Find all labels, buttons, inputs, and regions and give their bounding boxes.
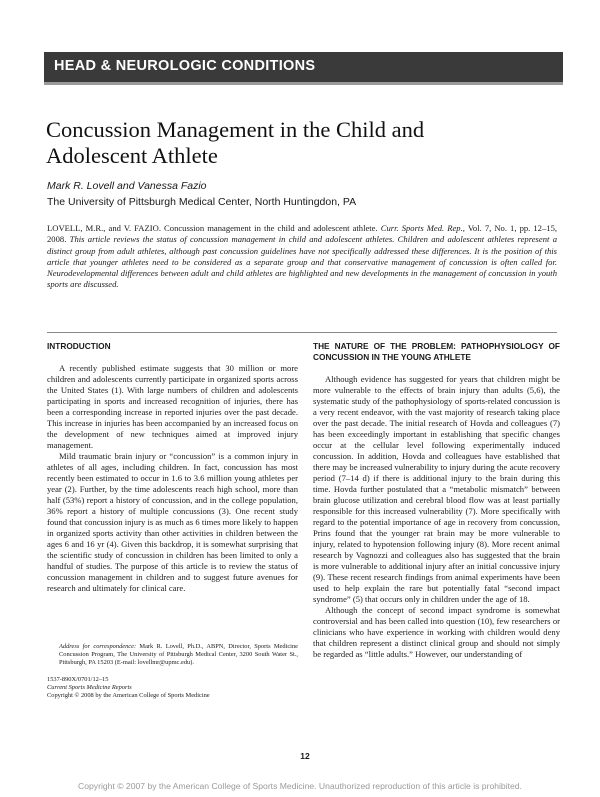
abstract-divider — [47, 332, 557, 333]
abstract-journal: Curr. Sports Med. Rep. — [380, 223, 463, 233]
issn: 1537-890X/0701/12–15 — [47, 675, 109, 683]
correspondence-text: Mark R. Lovell, Ph.D., ABPN, Director, Sports Medicine Concussion Program, The University of Pittsburgh Medical Center, 3200 South Water St., Pittsburgh, PA 15203 (E-mail: lovellmr@upmc.edu). — [59, 643, 298, 667]
footnote — [47, 643, 298, 700]
right-column — [313, 341, 560, 660]
article-title — [46, 117, 546, 169]
journal-name: Current Sports Medicine Reports — [47, 683, 132, 691]
correspondence-label: Address for correspondence: — [59, 643, 137, 650]
paragraph: Although the concept of second impact syndrome is somewhat controversial and has been called into question (10), few researchers or clinicians who have experience in working with children would deny that children represent a distinct clinical group and should not simply be regarded as “little adults.” However, our understanding of — [313, 605, 560, 659]
abstract-body: This article reviews the status of concussion management in child and adolescent athletes. Children and adolescent athletes represent a distinct group from adult athletes, although past concussion guidelines have not specifically addressed these differences. It is the position of this article that younger athletes need to be considered as a separate group and that conservative management of concussion is often called for. Neurodevelopmental differences between adult and child athletes are highlighted and new developments in the management of concussion in youth sports are discussed. — [47, 234, 557, 290]
journal-copyright: Copyright © 2008 by the American College of Sports Medicine — [47, 691, 210, 699]
section-banner — [44, 52, 563, 82]
abstract — [47, 223, 557, 291]
abstract-citation-prefix: LOVELL, M.R., and V. FAZIO. Concussion management in the child and adolescent athlete. — [47, 223, 378, 233]
abstract-citation-suffix: , Vol. 7, No. 1, pp. 12–15, 2008. — [47, 223, 558, 245]
banner-underline — [44, 82, 563, 85]
correspondence-note — [47, 643, 298, 668]
copyright-footer: Copyright © 2007 by the American College of Sports Medicine. Unauthorized reproduction of this article is prohibited. — [78, 781, 522, 791]
pathophysiology-heading: THE NATURE OF THE PROBLEM: PATHOPHYSIOLOGY OF CONCUSSION IN THE YOUNG ATHLETE — [313, 341, 560, 362]
article-affiliation: The University of Pittsburgh Medical Center, North Huntingdon, PA — [47, 196, 357, 208]
publication-info — [47, 676, 298, 700]
paragraph: Although evidence has suggested for years that children might be more vulnerable to the effects of brain injury than adults (5,6), the systematic study of the pathophysiology of sports-related concussion is a very recent endeavor, with the vast majority of research taking place over the past decade. The initial research of Hovda and colleagues (7) has been exceedingly important in establishing that specific changes occur at the cellular level following experimentally induced concussion. In addition, Hovda and colleagues have established that there may be increased vulnerability to injury during the acute recovery period (7–14 d) if there is additional injury to the brain during this time. Hovda further postulated that a “metabolic mismatch” between brain glucose utilization and cerebral blood flow was at least partially responsible for this increased vulnerability (7). More specifically with regard to the potential importance of age in recovery from concussion, Prins found that the younger rat brain may be more vulnerable to injury, related to hypotension following injury (8). More recent animal research by Vagnozzi and colleagues also has suggested that the brain is more vulnerable to additional injury after an initial concussive injury (9). These recent research findings from animal experiments have been used to help explain the rare but potentially fatal “second impact syndrome” (5) that occurs only in children under the age of 18. — [313, 374, 560, 604]
title-line-1: Concussion Management in the Child and — [46, 117, 425, 142]
page-number: 12 — [300, 751, 310, 761]
left-column — [47, 341, 298, 594]
paragraph: Mild traumatic brain injury or “concussion” is a common injury in athletes of all ages, including children. In fact, concussion has most recently been estimated to occur in 1.6 to 3.6 million young athletes per year (2). Further, by the time adolescents reach high school, more than half (53%) report a history of concussion, and in the college population, 36% report a history of multiple concussions (3). One recent study found that concussion injury is as much as 6 times more likely to happen in organized sports activity than other activities in children between the ages 6 and 16 yr (4). Given this backdrop, it is somewhat surprising that the scientific study of concussion in children has been limited to only a handful of studies. The purpose of this article is to review the status of concussion management in children and to suggest future avenues for research and ultimately for clinical care. — [47, 451, 298, 593]
introduction-heading: INTRODUCTION — [47, 341, 111, 351]
paragraph: A recently published estimate suggests that 30 million or more children and adolescents currently participate in organized sports across the United States (1). With large numbers of children and adolescents participating in sports and increased recognition of injuries, there has been a corresponding increase in reported injuries over the past decade. This increase in injuries has been accompanied by an increased focus on the development of new techniques aimed at improved injury management. — [47, 363, 298, 450]
article-authors: Mark R. Lovell and Vanessa Fazio — [47, 180, 207, 192]
title-line-2: Adolescent Athlete — [46, 143, 218, 168]
section-banner-label: HEAD & NEUROLOGIC CONDITIONS — [54, 58, 316, 74]
